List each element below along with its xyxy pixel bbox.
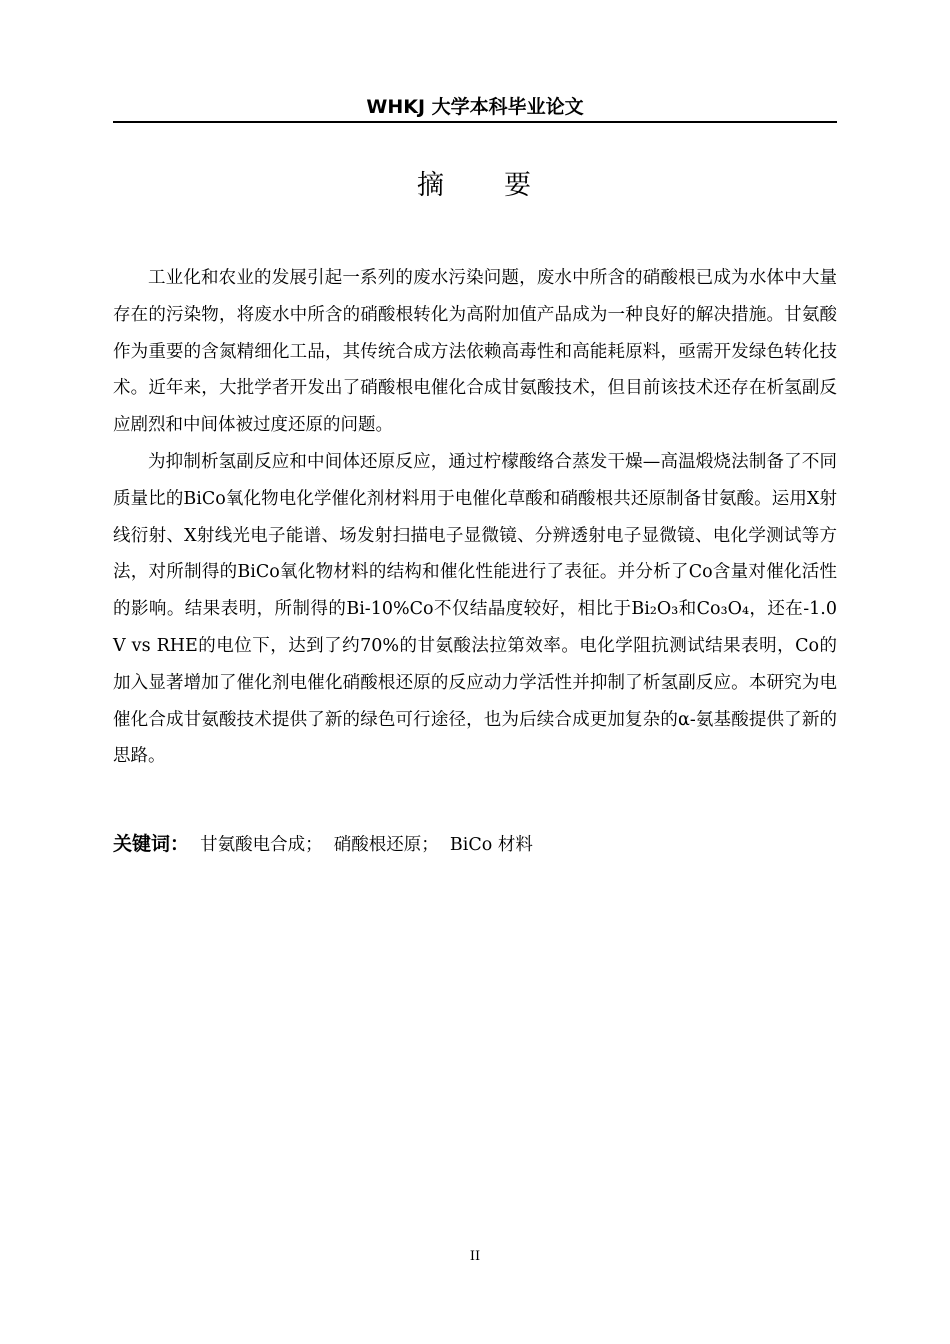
keywords-list: 甘氨酸电合成； 硝酸根还原； BiCo 材料 bbox=[200, 835, 533, 855]
page-title: 摘 要 bbox=[417, 170, 533, 201]
header-rule bbox=[113, 121, 837, 123]
running-header: WHKJ 大学本科毕业论文 bbox=[366, 96, 584, 118]
keywords-line bbox=[113, 828, 837, 861]
keywords-label: 关键词： bbox=[113, 833, 190, 855]
abstract-paragraph: 工业化和农业的发展引起一系列的废水污染问题，废水中所含的硝酸根已成为水体中大量存在的污染物，将废水中所含的硝酸根转化为高附加值产品成为一种良好的解决措施。甘氨酸作为重要的含氮精细化工品，其传统合成方法依赖高毒性和高能耗原料，亟需开发绿色转化技术。近年来，大批学者开发出了硝酸根电催化合成甘氨酸技术，但目前该技术还存在析氢副反应剧烈和中间体被过度还原的问题。 bbox=[113, 268, 837, 436]
abstract-body bbox=[113, 260, 837, 775]
abstract-paragraph: 为抑制析氢副反应和中间体还原反应，通过柠檬酸络合蒸发干燥—高温煅烧法制备了不同质量比的BiCo氧化物电化学催化剂材料用于电催化草酸和硝酸根共还原制备甘氨酸。运用X射线衍射、X射线光电子能谱、场发射扫描电子显微镜、分辨透射电子显微镜、电化学测试等方法，对所制得的BiCo氧化物材料的结构和催化性能进行了表征。并分析了Co含量对催化活性的影响。结果表明，所制得的Bi-10%Co不仅结晶度较好，相比于Bi₂O₃和Co₃O₄，还在-1.0 V vs RHE的电位下，达到了约70%的甘氨酸法拉第效率。电化学阻抗测试结果表明，Co的加入显著增加了催化剂电催化硝酸根还原的反应动力学活性并抑制了析氢副反应。本研究为电催化合成甘氨酸技术提供了新的绿色可行途径，也为后续合成更加复杂的α-氨基酸提供了新的思路。 bbox=[113, 451, 837, 767]
page-number: II bbox=[469, 1249, 481, 1264]
